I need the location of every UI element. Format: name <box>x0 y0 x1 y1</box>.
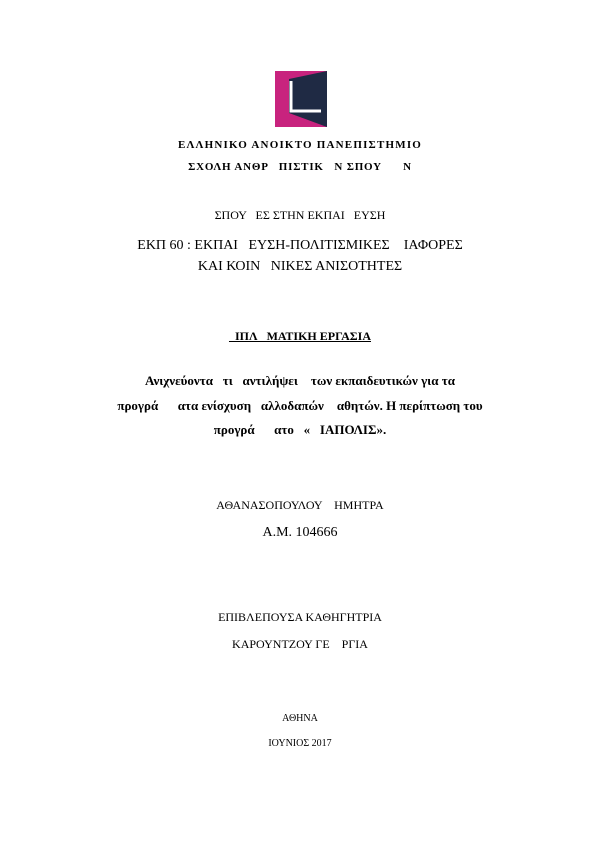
date: ΙΟΥΝΙΟΣ 2017 <box>268 738 332 749</box>
school-name: ΣΧΟΛΗ ΑΝΘΡ ΠΙΣΤΙΚ Ν ΣΠΟΥ Ν <box>188 161 412 173</box>
document-type-heading: ΙΠΛ ΜΑΤΙΚΗ ΕΡΓΑΣΙΑ <box>228 329 371 343</box>
student-id: Α.Μ. 104666 <box>262 525 338 540</box>
city: ΑΘΗΝΑ <box>282 713 318 724</box>
eap-university-logo-icon <box>275 71 327 127</box>
supervisor-name: ΚΑΡΟΥΝΤΖΟΥ ΓΕ ΡΓΙΑ <box>232 637 368 651</box>
course-title-line-1: ΕΚΠ 60 : ΕΚΠΑΙ ΕΥΣΗ-ΠΟΛΙΤΙΣΜΙΚΕΣ ΙΑΦΟΡΕΣ <box>137 238 463 253</box>
author-name: ΑΘΑΝΑΣΟΠΟΥΛΟΥ ΗΜΗΤΡΑ <box>216 498 384 512</box>
thesis-title-line-1: Ανιχνεύοντα τι αντιλήψει των εκπαιδευτικών για τα <box>145 373 455 388</box>
supervisor-label: ΕΠΙΒΛΕΠΟΥΣΑ ΚΑΘΗΓΗΤΡΙΑ <box>218 610 382 624</box>
course-title-line-2: ΚΑΙ ΚΟΙΝ ΝΙΚΕΣ ΑΝΙΣΟΤΗΤΕΣ <box>197 259 403 274</box>
university-name: ΕΛΛΗΝΙΚΟ ΑΝΟΙΚΤΟ ΠΑΝΕΠΙΣΤΗΜΙΟ <box>177 139 423 151</box>
programme-name: ΣΠΟΥ ΕΣ ΣΤΗΝ ΕΚΠΑΙ ΕΥΣΗ <box>214 208 386 222</box>
thesis-title-line-2: προγρά ατα ενίσχυση αλλοδαπών αθητών. Η περίπτωση του <box>117 398 483 413</box>
thesis-title-line-3: προγρά ατο « ΙΑΠΟΛΙΣ». <box>213 422 387 437</box>
